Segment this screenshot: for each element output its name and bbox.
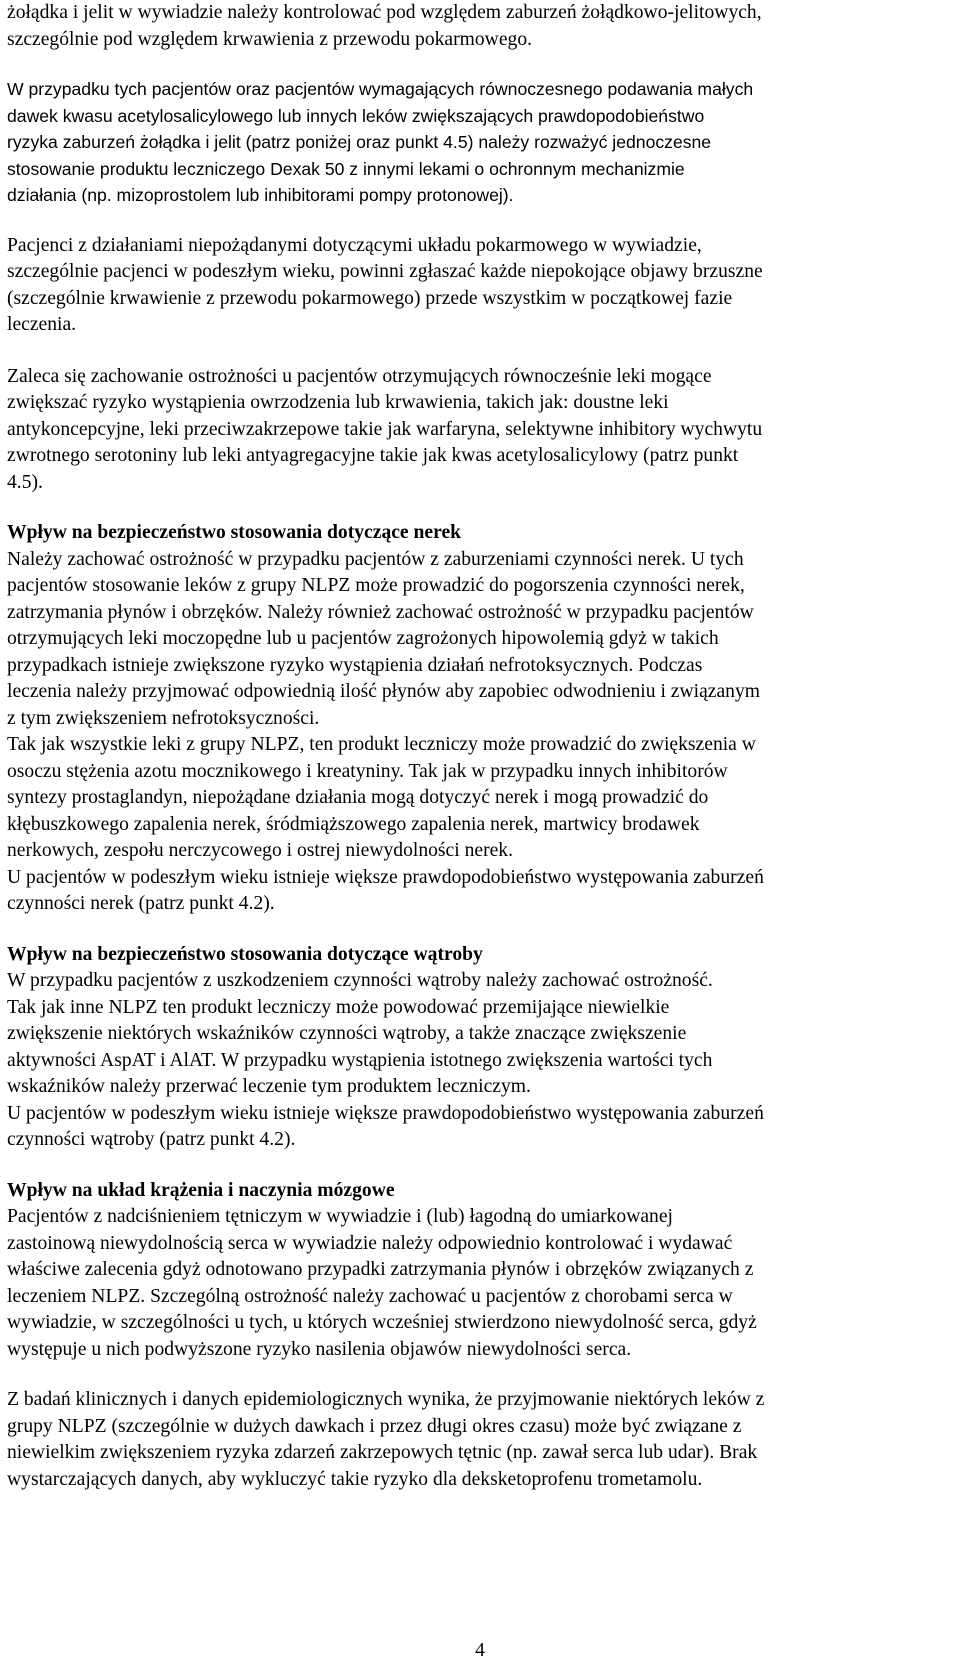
section-heading: Wpływ na bezpieczeństwo stosowania dotyczące nerek bbox=[7, 522, 462, 543]
kidney-section bbox=[7, 520, 953, 918]
text-line: zwrotnego serotoniny lub leki antyagregacyjne takie jak kwas acetylosalicylowy (patrz punkt bbox=[7, 445, 739, 466]
text-line: zwiększać ryzyko wystąpienia owrzodzenia lub krwawienia, takich jak: doustne leki bbox=[7, 392, 669, 413]
text-line: W przypadku tych pacjentów oraz pacjentów wymagających równoczesnego podawania małych bbox=[7, 79, 754, 99]
text-line: wywiadzie, w szczególności u tych, u których wcześniej stwierdzono niewydolność serca, gdyż bbox=[7, 1312, 757, 1333]
text-line: niewielkim zwiększeniem ryzyka zdarzeń zakrzepowych tętnic (np. zawał serca lub udar). Brak bbox=[7, 1442, 758, 1463]
text-line: czynności wątroby (patrz punkt 4.2). bbox=[7, 1129, 296, 1150]
text-line: Pacjentów z nadciśnieniem tętniczym w wywiadzie i (lub) łagodną do umiarkowanej bbox=[7, 1206, 673, 1227]
text-line: szczególnie pod względem krwawienia z przewodu pokarmowego. bbox=[7, 28, 533, 50]
clinical-paragraph bbox=[7, 1387, 953, 1493]
text-line: Tak jak inne NLPZ ten produkt leczniczy może powodować przemijające niewielkie bbox=[7, 996, 670, 1018]
liver-section bbox=[7, 942, 953, 1154]
text-line: 4.5). bbox=[7, 471, 43, 493]
text-line: syntezy prostaglandyn, niepożądane działania mogą dotyczyć nerek i mogą prowadzić do bbox=[7, 787, 709, 808]
text-line: otrzymujących leki moczopędne lub u pacjentów zagrożonych hipowolemią gdyż w takich bbox=[7, 628, 719, 649]
text-line: Z badań klinicznych i danych epidemiologicznych wynika, że przyjmowanie niektórych leków z bbox=[7, 1389, 765, 1410]
text-line: wskaźników należy przerwać leczenie tym produktem leczniczym. bbox=[7, 1076, 531, 1097]
text-line: W przypadku pacjentów z uszkodzeniem czynności wątroby należy zachować ostrożność. bbox=[7, 970, 713, 991]
text-line: dawek kwasu acetylosalicylowego lub innych leków zwiększających prawdopodobieństwo bbox=[7, 105, 705, 126]
text-line: aktywności AspAT i AlAT. W przypadku wystąpienia istotnego zwiększenia wartości tych bbox=[7, 1049, 713, 1071]
text-line: występuje u nich podwyższone ryzyko nasilenia objawów niewydolności serca. bbox=[7, 1338, 632, 1360]
text-line: osoczu stężenia azotu mocznikowego i kreatyniny. Tak jak w przypadku innych inhibitorów bbox=[7, 760, 728, 782]
text-line: pacjentów stosowanie leków z grupy NLPZ może prowadzić do pogorszenia czynności nerek, bbox=[7, 575, 745, 596]
text-line: leczenia. bbox=[7, 314, 77, 335]
text-line: Zaleca się zachowanie ostrożności u pacjentów otrzymujących równocześnie leki mogące bbox=[7, 365, 712, 387]
text-line: wystarczających danych, aby wykluczyć takie ryzyko dla deksketoprofenu trometamolu. bbox=[7, 1468, 703, 1490]
text-line: z tym zwiększeniem nefrotoksyczności. bbox=[7, 707, 320, 729]
text-line: ryzyka zaburzeń żołądka i jelit (patrz poniżej oraz punkt 4.5) należy rozważyć jednoczesne bbox=[7, 132, 712, 152]
text-line: Należy zachować ostrożność w przypadku pacjentów z zaburzeniami czynności nerek. U tych bbox=[7, 548, 744, 570]
section-heading: Wpływ na układ krążenia i naczynia mózgowe bbox=[7, 1179, 395, 1201]
text-line: leczeniem NLPZ. Szczególną ostrożność należy zachować u pacjentów z chorobami serca w bbox=[7, 1285, 733, 1307]
text-line: przypadkach istnieje zwiększone ryzyko wystąpienia działań nefrotoksycznych. Podczas bbox=[7, 654, 703, 676]
text-line: U pacjentów w podeszłym wieku istnieje większe prawdopodobieństwo występowania zaburzeń bbox=[7, 1102, 764, 1124]
text-line: zastoinową niewydolnością serca w wywiadzie należy odpowiednio kontrolować i wydawać bbox=[7, 1232, 733, 1254]
text-line: stosowanie produktu leczniczego Dexak 50 z innymi lekami o ochronnym mechanizmie bbox=[7, 158, 685, 179]
text-line: zwiększenie niektórych wskaźników czynności wątroby, a także znaczące zwiększenie bbox=[7, 1023, 687, 1044]
text-line: czynności nerek (patrz punkt 4.2). bbox=[7, 893, 275, 914]
text-line: Pacjenci z działaniami niepożądanymi dotyczącymi układu pokarmowego w wywiadzie, bbox=[7, 234, 702, 256]
intro-paragraph bbox=[7, 0, 953, 53]
text-line: leczenia należy przyjmować odpowiednią ilość płynów aby zapobiec odwodnieniu i związanym bbox=[7, 681, 761, 702]
page-number: 4 bbox=[475, 1640, 485, 1661]
text-line: antykoncepcyjne, leki przeciwzakrzepowe takie jak warfaryna, selektywne inhibitory wychwytu bbox=[7, 418, 763, 440]
text-line: grupy NLPZ (szczególnie w dużych dawkach i przez długi okres czasu) może być związane z bbox=[7, 1415, 742, 1437]
gi-history-paragraph bbox=[7, 233, 953, 339]
text-line: szczególnie pacjenci w podeszłym wieku, powinni zgłaszać każde niepokojące objawy brzuszne bbox=[7, 261, 763, 282]
caution-paragraph bbox=[7, 364, 953, 497]
text-line: zatrzymania płynów i obrzęków. Należy również zachować ostrożność w przypadku pacjentów bbox=[7, 601, 754, 623]
cardio-section bbox=[7, 1178, 953, 1364]
text-line: działania (np. mizoprostolem lub inhibitorami pompy protonowej). bbox=[7, 185, 514, 205]
aspirin-paragraph bbox=[7, 76, 953, 209]
document-page bbox=[7, 0, 953, 1493]
text-line: właściwe zalecenia gdyż odnotowano przypadki zatrzymania płynów i obrzęków związanych z bbox=[7, 1259, 754, 1280]
text-line: U pacjentów w podeszłym wieku istnieje większe prawdopodobieństwo występowania zaburzeń bbox=[7, 866, 764, 888]
text-line: (szczególnie krwawienie z przewodu pokarmowego) przede wszystkim w początkowej fazie bbox=[7, 287, 733, 309]
section-heading: Wpływ na bezpieczeństwo stosowania dotyczące wątroby bbox=[7, 943, 483, 965]
text-line: kłębuszkowego zapalenia nerek, śródmiąższowego zapalenia nerek, martwicy brodawek bbox=[7, 813, 700, 835]
text-line: żołądka i jelit w wywiadzie należy kontrolować pod względem zaburzeń żołądkowo-jelitowych, bbox=[7, 2, 762, 23]
text-line: Tak jak wszystkie leki z grupy NLPZ, ten produkt leczniczy może prowadzić do zwiększenia w bbox=[7, 734, 756, 755]
text-line: nerkowych, zespołu nerczycowego i ostrej niewydolności nerek. bbox=[7, 840, 514, 861]
